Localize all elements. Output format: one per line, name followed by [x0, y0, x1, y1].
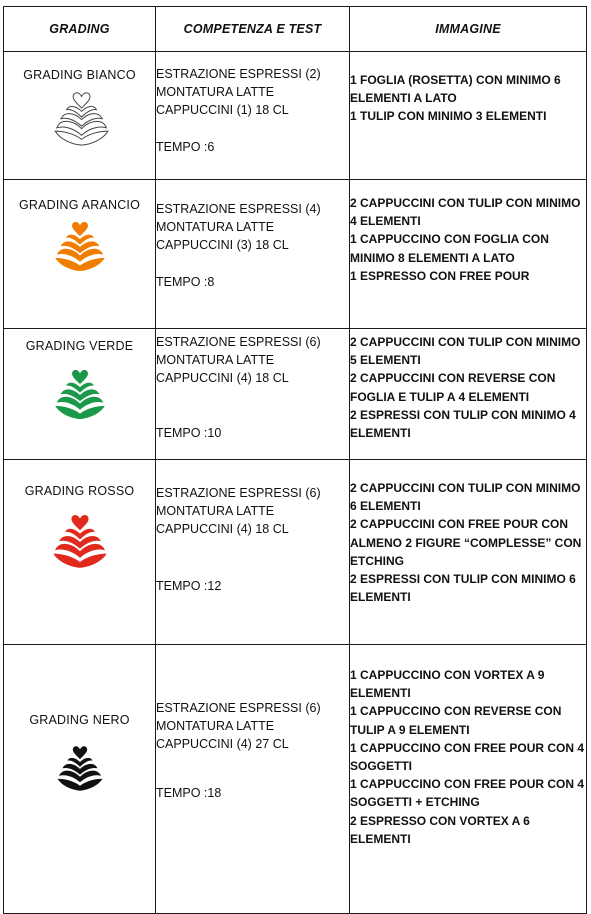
comp-line: ESTRAZIONE ESPRESSI (6) [156, 335, 321, 349]
grade-cell [4, 180, 156, 329]
latte-art-green-icon [49, 367, 111, 423]
competenza-cell [156, 460, 350, 645]
comp-line: CAPPUCCINI (3) 18 CL [156, 238, 289, 253]
comp-line: MONTATURA LATTE [156, 353, 275, 368]
latte-art-red-icon [46, 512, 114, 572]
tempo-label: TEMPO :12 [156, 578, 222, 593]
table-row [4, 329, 587, 460]
comp-line: CAPPUCCINI (4) 27 CL [156, 737, 289, 752]
table-row [4, 180, 587, 329]
grade-name: GRADING NERO [29, 713, 130, 727]
grade-name: GRADING ARANCIO [18, 198, 141, 212]
tempo-label: TEMPO :18 [156, 785, 222, 800]
comp-line: CAPPUCCINI (4) 18 CL [156, 522, 289, 537]
grade-cell [4, 52, 156, 180]
immagine-cell [350, 460, 587, 645]
requirement-line: 2 CAPPUCCINI CON REVERSE CON FOGLIA E TULIP A 4 ELEMENTI [350, 371, 556, 404]
immagine-cell [350, 329, 587, 460]
table-row [4, 52, 587, 180]
requirement-line: 1 FOGLIA (ROSETTA) CON MINIMO 6 ELEMENTI A LATO [350, 73, 561, 106]
competenza-cell [156, 329, 350, 460]
grade-cell [4, 460, 156, 645]
grade-name: GRADING BIANCO [23, 68, 136, 82]
requirement-line: 1 CAPPUCCINO CON REVERSE CON TULIP A 9 ELEMENTI [350, 704, 562, 737]
comp-line: CAPPUCCINI (1) 18 CL [156, 103, 289, 118]
comp-line: CAPPUCCINI (4) 18 CL [156, 371, 289, 386]
table-row [4, 645, 587, 914]
comp-line: MONTATURA LATTE [156, 220, 275, 235]
requirement-line: 2 ESPRESSO CON VORTEX A 6 ELEMENTI [350, 813, 530, 846]
header-competenza: COMPETENZA E TEST [156, 7, 350, 52]
comp-line: MONTATURA LATTE [156, 719, 275, 734]
competenza-cell [156, 645, 350, 914]
comp-line: ESTRAZIONE ESPRESSI (6) [156, 701, 321, 715]
latte-art-black-icon [52, 743, 108, 795]
grading-table [3, 6, 587, 914]
grade-name: GRADING VERDE [25, 339, 134, 353]
requirement-line: 2 ESPRESSI CON TULIP CON MINIMO 6 ELEMENTI [350, 572, 576, 605]
comp-line: MONTATURA LATTE [156, 85, 275, 100]
table-row [4, 460, 587, 645]
latte-art-white-icon [47, 88, 113, 148]
grade-name: GRADING ROSSO [24, 484, 135, 498]
comp-line: MONTATURA LATTE [156, 504, 275, 519]
requirement-line: 1 TULIP CON MINIMO 3 ELEMENTI [350, 109, 547, 124]
immagine-cell [350, 52, 587, 180]
requirement-line: 2 ESPRESSI CON TULIP CON MINIMO 4 ELEMENTI [350, 407, 576, 441]
requirement-line: 2 CAPPUCCINI CON TULIP CON MINIMO 4 ELEMENTI [350, 196, 581, 229]
header-row [4, 7, 587, 52]
header-immagine: IMMAGINE [350, 7, 587, 52]
immagine-cell [350, 180, 587, 329]
competenza-cell [156, 52, 350, 180]
comp-line: ESTRAZIONE ESPRESSI (4) [156, 202, 321, 216]
latte-art-orange-icon [49, 218, 111, 276]
competenza-cell [156, 180, 350, 329]
requirement-line: 1 CAPPUCCINO CON FOGLIA CON MINIMO 8 ELEMENTI A LATO [350, 232, 549, 265]
grade-cell [4, 645, 156, 914]
header-grading: GRADING [4, 7, 156, 52]
comp-line: ESTRAZIONE ESPRESSI (6) [156, 486, 321, 500]
grade-cell [4, 329, 156, 460]
requirement-line: 1 CAPPUCCINO CON FREE POUR CON 4 SOGGETTI + ETCHING [350, 777, 585, 810]
tempo-label: TEMPO :10 [156, 425, 222, 440]
requirement-line: 1 ESPRESSO CON FREE POUR [350, 268, 530, 283]
requirement-line: 1 CAPPUCCINO CON FREE POUR CON 4 SOGGETTI [350, 740, 585, 774]
comp-line: ESTRAZIONE ESPRESSI (2) [156, 67, 321, 81]
tempo-label: TEMPO :8 [156, 274, 215, 289]
tempo-label: TEMPO :6 [156, 139, 215, 154]
requirement-line: 2 CAPPUCCINI CON FREE POUR CON ALMENO 2 FIGURE “COMPLESSE” CON ETCHING [350, 517, 582, 568]
requirement-line: 2 CAPPUCCINI CON TULIP CON MINIMO 6 ELEMENTI [350, 481, 581, 514]
requirement-line: 2 CAPPUCCINI CON TULIP CON MINIMO 5 ELEMENTI [350, 335, 581, 368]
requirement-line: 1 CAPPUCCINO CON VORTEX A 9 ELEMENTI [350, 668, 545, 701]
immagine-cell [350, 645, 587, 914]
